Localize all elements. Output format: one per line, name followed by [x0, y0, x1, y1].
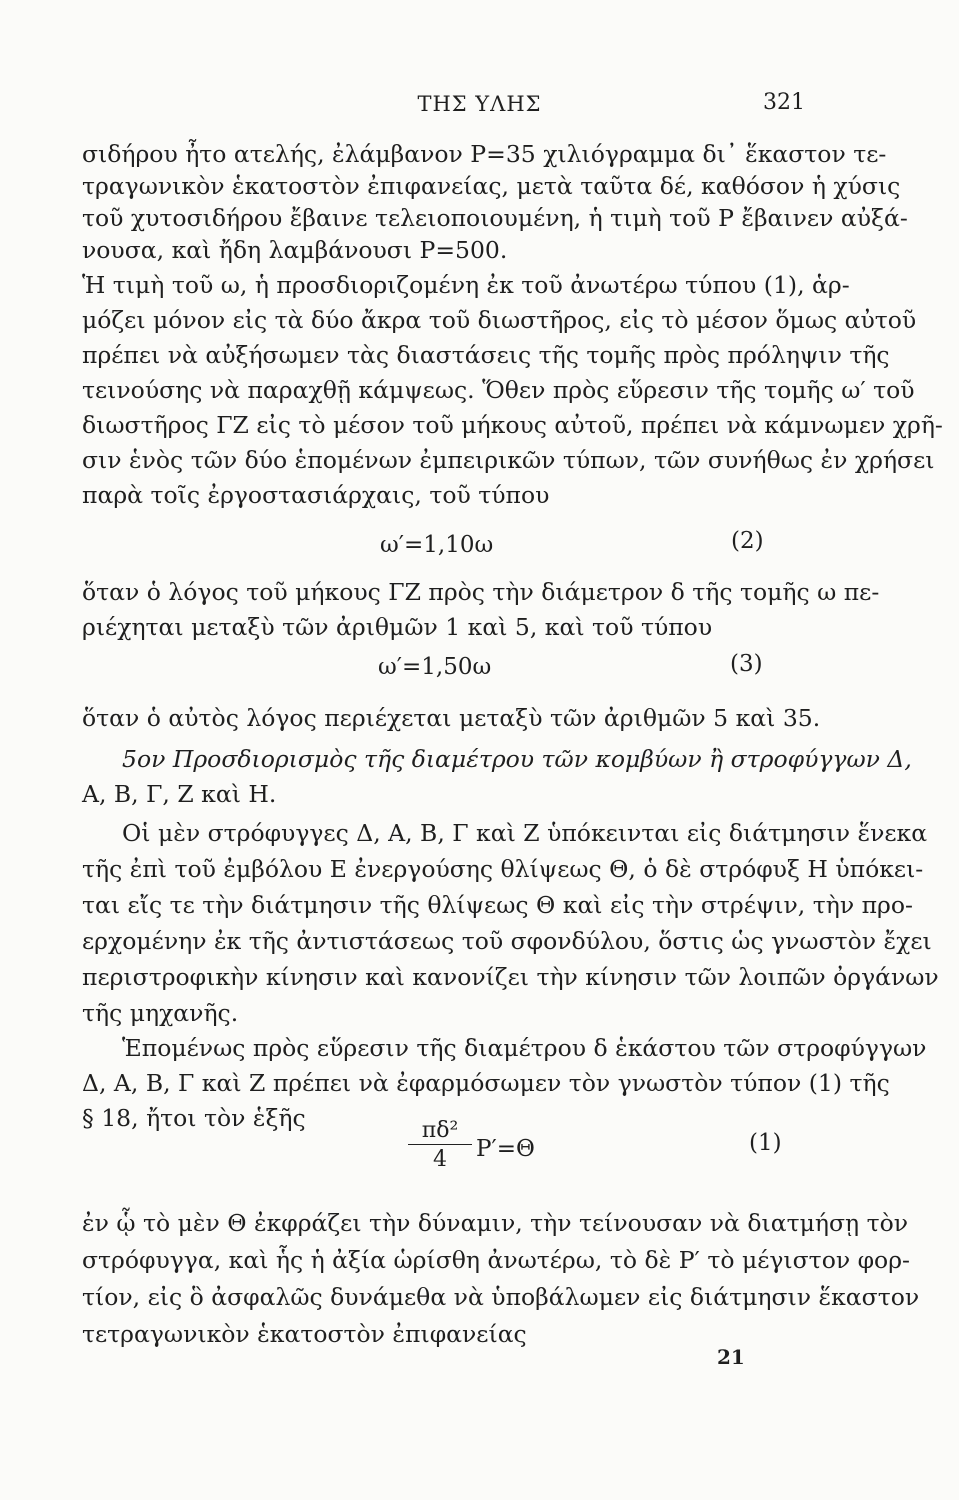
text-line: Ἡ τιμὴ τοῦ ω, ἡ προσδιοριζομένη ἐκ τοῦ ἀνωτέρω τύπου (1), ἁρ- — [82, 271, 850, 299]
text-line: περιστροφικὴν κίνησιν καὶ κανονίζει τὴν κίνησιν τῶν λοιπῶν ὀργάνων — [82, 963, 939, 991]
text-line: σιδήρου ἦτο ατελής, ἐλάμβανον P=35 χιλιόγραμμα δι᾽ ἕκαστον τε- — [82, 140, 887, 168]
text-line: διωστῆρος ΓΖ εἰς τὸ μέσον τοῦ μήκους αὐτοῦ, πρέπει νὰ κάμνωμεν χρῆ- — [82, 411, 943, 439]
text-line: Δ, Α, Β, Γ καὶ Ζ πρέπει νὰ ἐφαρμόσωμεν τὸν γνωστὸν τύπον (1) τῆς — [82, 1069, 890, 1097]
equation-1-fraction — [408, 1118, 472, 1172]
text-line: τῆς ἐπὶ τοῦ ἐμβόλου Ε ἐνεργούσης θλίψεως Θ, ὁ δὲ στρόφυξ Η ὑπόκει- — [82, 855, 924, 883]
text-line: § 18, ἤτοι τὸν ἑξῆς — [82, 1104, 306, 1132]
text-line: σιν ἑνὸς τῶν δύο ἑπομένων ἐμπειρικῶν τύπων, τῶν συνήθως ἐν χρήσει — [82, 446, 935, 474]
text-line: τεινούσης νὰ παραχθῇ κάμψεως. Ὅθεν πρὸς εὕρεσιν τῆς τομῆς ω′ τοῦ — [82, 376, 915, 404]
text-line: ται εἴς τε τὴν διάτμησιν τῆς θλίψεως Θ καὶ εἰς τὴν στρέψιν, τὴν προ- — [82, 891, 913, 919]
text-line: μόζει μόνον εἰς τὰ δύο ἄκρα τοῦ διωστῆρος, εἰς τὸ μέσον ὅμως αὐτοῦ — [82, 306, 917, 334]
text-line: παρὰ τοῖς ἐργοστασιάρχαις, τοῦ τύπου — [82, 481, 550, 509]
equation-2: ω′=1,10ω — [380, 532, 494, 558]
text-line: νουσα, καὶ ἤδη λαμβάνουσι P=500. — [82, 236, 508, 264]
text-line: ριέχηται μεταξὺ τῶν ἀριθμῶν 1 καὶ 5, καὶ τοῦ τύπου — [82, 613, 713, 641]
section-heading: 5ον Προσδιορισμὸς τῆς διαμέτρου τῶν κομβύων ἢ στροφύγγων Δ, — [122, 745, 912, 773]
fraction-denominator: 4 — [433, 1147, 447, 1172]
text-line: Ἑπομένως πρὸς εὕρεσιν τῆς διαμέτρου δ ἑκάστου τῶν στροφύγγων — [122, 1034, 927, 1062]
printer-signature: 21 — [717, 1345, 745, 1369]
page-number: 321 — [763, 90, 805, 115]
equation-1-number: (1) — [749, 1130, 782, 1156]
text-line: ὅταν ὁ αὐτὸς λόγος περιέχεται μεταξὺ τῶν ἀριθμῶν 5 καὶ 35. — [82, 704, 821, 732]
equation-2-number: (2) — [731, 528, 764, 554]
text-line: ἐν ᾧ τὸ μὲν Θ ἐκφράζει τὴν δύναμιν, τὴν τείνουσαν νὰ διατμήσῃ τὸν — [82, 1209, 909, 1237]
text-line: ερχομένην ἐκ τῆς ἀντιστάσεως τοῦ σφονδύλου, ὅστις ὡς γνωστὸν ἔχει — [82, 927, 932, 955]
text-line: στρόφυγγα, καὶ ἧς ἡ ἀξία ὡρίσθη ἀνωτέρω, τὸ δὲ P′ τὸ μέγιστον φορ- — [82, 1246, 910, 1274]
text-line: τίον, εἰς ὃ ἀσφαλῶς δυνάμεθα νὰ ὑποβάλωμεν εἰς διάτμησιν ἕκαστον — [82, 1283, 920, 1311]
equation-3-number: (3) — [730, 651, 763, 677]
running-header: ΤΗΣ ΥΛΗΣ — [417, 92, 542, 116]
text-line: ὅταν ὁ λόγος τοῦ μήκους ΓΖ πρὸς τὴν διάμετρον δ τῆς τομῆς ω πε- — [82, 578, 880, 606]
text-line: Οἱ μὲν στρόφυγγες Δ, Α, Β, Γ καὶ Ζ ὑπόκεινται εἰς διάτμησιν ἕνεκα — [122, 819, 928, 847]
text-line: τετραγωνικὸν ἑκατοστὸν ἐπιφανείας — [82, 1320, 527, 1348]
text-line: τοῦ χυτοσιδήρου ἔβαινε τελειοποιουμένη, ἡ τιμὴ τοῦ P ἔβαινεν αὐξά- — [82, 204, 908, 232]
text-line: τραγωνικὸν ἑκατοστὸν ἐπιφανείας, μετὰ ταῦτα δέ, καθόσον ἡ χύσις — [82, 172, 901, 200]
text-line: τῆς μηχανῆς. — [82, 999, 239, 1027]
equation-3: ω′=1,50ω — [378, 654, 492, 680]
equation-1-rest: P′=Θ — [476, 1136, 535, 1162]
text-line: πρέπει νὰ αὐξήσωμεν τὰς διαστάσεις τῆς τομῆς πρὸς πρόληψιν τῆς — [82, 341, 890, 369]
section-heading-continued: Α, Β, Γ, Ζ καὶ Η. — [82, 780, 277, 808]
fraction-numerator: πδ² — [408, 1118, 472, 1145]
